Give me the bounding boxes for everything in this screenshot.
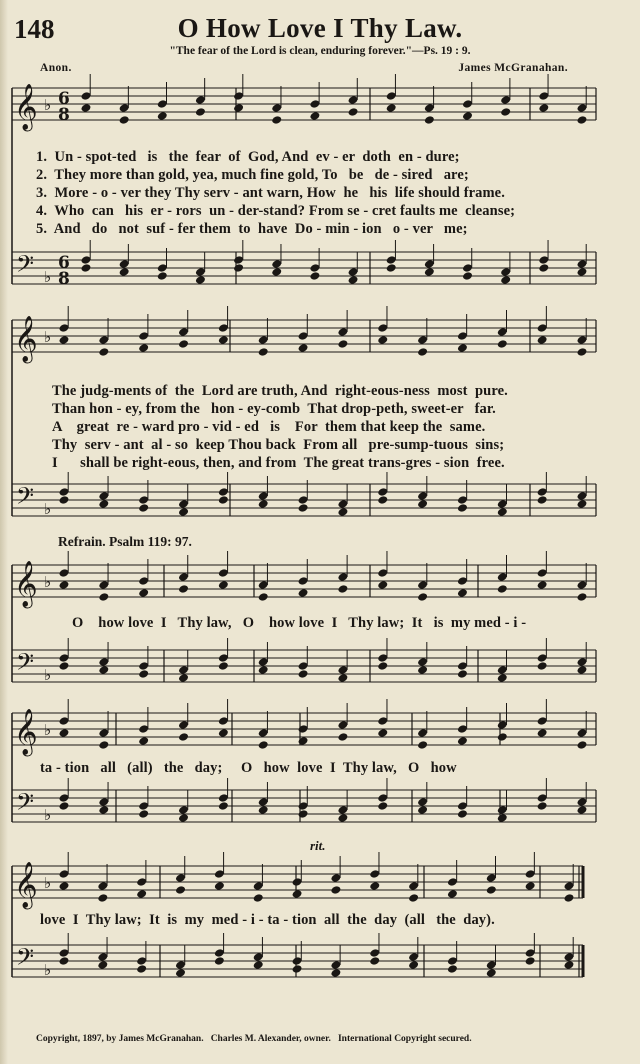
bass-notehead [500,275,511,285]
bass-notehead [537,801,548,811]
treble-notehead [457,588,468,598]
bass-notehead [337,813,348,823]
treble-notehead [138,736,149,746]
verse-1-line-1: 1. Un - spot-ted is the fear of God, And ev - er doth en - dure; [36,149,460,165]
bass-notehead [298,503,309,513]
treble-notehead [538,103,549,113]
bass-notehead [97,960,108,970]
treble-notehead [386,103,397,113]
treble-notehead [497,732,508,742]
refrain-lyric-1: O how love I Thy law, O how love I Thy law; It is my med - i - [72,615,527,631]
treble-notehead [81,103,92,113]
bass-notehead [298,809,309,819]
music-attribution: James McGranahan. [458,62,568,74]
bass-clef-icon: 𝄢 [16,250,35,283]
treble-notehead [271,115,282,125]
bass-notehead [537,661,548,671]
treble-notehead [218,580,229,590]
bass-notehead [98,499,109,509]
bass-notehead [408,960,419,970]
bass-clef-icon: 𝄢 [16,648,35,681]
bass-notehead [59,495,70,505]
treble-notehead [447,889,458,899]
flat-key-signature-icon: ♭ [44,666,52,684]
bass-notehead [525,956,536,966]
treble-notehead [337,584,348,594]
bass-notehead [195,275,206,285]
bass-notehead [59,956,70,966]
treble-notehead [417,740,428,750]
bass-notehead [218,801,229,811]
treble-notehead [408,893,419,903]
treble-notehead [98,592,109,602]
words-attribution: Anon. [40,62,72,74]
time-signature: 6 [58,253,70,273]
treble-notehead [218,728,229,738]
treble-notehead [178,339,189,349]
time-signature: 6 [58,89,70,109]
bass-notehead [258,499,269,509]
treble-notehead [59,580,70,590]
treble-notehead [330,885,341,895]
bass-notehead [218,495,229,505]
bass-notehead [218,661,229,671]
treble-notehead [577,347,588,357]
verse-4-line-2: Thy serv - ant al - so keep Thou back From all pre-sump-tuous sins; [52,437,505,453]
treble-notehead [138,588,149,598]
bass-notehead [119,267,130,277]
treble-clef-icon: 𝄞 [14,862,38,908]
bass-notehead [138,809,149,819]
bass-clef-icon: 𝄢 [16,943,35,976]
bass-notehead [157,271,168,281]
treble-notehead [98,740,109,750]
bass-notehead [377,661,388,671]
treble-notehead [417,347,428,357]
bass-notehead [178,813,189,823]
bass-notehead [386,263,397,273]
bass-notehead [233,263,244,273]
copyright-notice: Copyright, 1897, by James McGranahan. Charles M. Alexander, owner. International Copyright secured. [36,1034,472,1044]
bass-notehead [138,669,149,679]
treble-notehead [59,728,70,738]
time-signature: 8 [58,105,70,125]
bass-notehead [497,507,508,517]
treble-notehead [577,592,588,602]
treble-notehead [500,107,511,117]
bass-notehead [258,665,269,675]
bass-notehead [457,809,468,819]
bass-notehead [253,960,264,970]
treble-notehead [218,335,229,345]
treble-notehead [298,736,309,746]
treble-notehead [119,115,130,125]
treble-notehead [214,881,225,891]
treble-clef-icon: 𝄞 [14,561,38,607]
treble-notehead [258,592,269,602]
ritardando-marking: rit. [310,838,326,853]
bass-notehead [417,805,428,815]
refrain-label: Refrain. Psalm 119: 97. [58,534,192,549]
flat-key-signature-icon: ♭ [44,806,52,824]
treble-notehead [369,881,380,891]
treble-notehead [377,580,388,590]
refrain-lyric-3: love I Thy law; It is my med - i - ta - tion all the day (all the day). [40,912,495,928]
verse-2-line-1: 2. They more than gold, yea, much fine gold, To be de - sired are; [36,167,469,183]
treble-notehead [417,592,428,602]
treble-notehead [497,339,508,349]
treble-notehead [497,584,508,594]
bass-notehead [337,507,348,517]
treble-notehead [253,893,264,903]
treble-notehead [178,584,189,594]
treble-notehead [577,740,588,750]
verse-5-line-1: 5. And do not suf - fer them to have Do - min - ion o - ver me; [36,221,468,237]
epigraph: "The fear of the Lord is clean, enduring forever."—Ps. 19 : 9. [169,45,471,57]
hymn-number: 148 [14,14,55,44]
bass-notehead [577,665,588,675]
treble-notehead [298,588,309,598]
bass-notehead [577,267,588,277]
treble-notehead [258,347,269,357]
treble-notehead [97,893,108,903]
bass-notehead [564,960,575,970]
bass-notehead [369,956,380,966]
treble-notehead [337,339,348,349]
treble-notehead [564,893,575,903]
treble-notehead [424,115,435,125]
bass-notehead [424,267,435,277]
treble-notehead [377,728,388,738]
bass-notehead [214,956,225,966]
treble-notehead [486,885,497,895]
flat-key-signature-icon: ♭ [44,961,52,979]
flat-key-signature-icon: ♭ [44,874,52,892]
treble-notehead [348,107,359,117]
bass-notehead [59,801,70,811]
flat-key-signature-icon: ♭ [44,573,52,591]
treble-notehead [98,347,109,357]
treble-notehead [175,885,186,895]
bass-notehead [337,673,348,683]
treble-notehead [525,881,536,891]
bass-notehead [417,665,428,675]
treble-clef-icon: 𝄞 [14,84,38,130]
bass-notehead [178,673,189,683]
treble-notehead [59,881,70,891]
verse-5-line-2: I shall be right-eous, then, and from The great trans-gres - sion free. [52,455,505,471]
bass-notehead [457,503,468,513]
bass-notehead [98,665,109,675]
treble-notehead [258,740,269,750]
treble-notehead [457,343,468,353]
treble-notehead [537,728,548,738]
flat-key-signature-icon: ♭ [44,328,52,346]
bass-notehead [577,499,588,509]
bass-notehead [537,495,548,505]
bass-notehead [330,968,341,978]
bass-notehead [81,263,92,273]
treble-notehead [462,111,473,121]
treble-clef-icon: 𝄞 [14,316,38,362]
bass-notehead [462,271,473,281]
flat-key-signature-icon: ♭ [44,721,52,739]
bass-notehead [417,499,428,509]
treble-notehead [138,343,149,353]
time-signature: 8 [58,269,70,289]
verse-4-line-1: 4. Who can his er - rors un - der-stand? From se - cret faults me cleanse; [36,203,516,219]
bass-notehead [377,495,388,505]
refrain-lyric-2: ta - tion all (all) the day; O how love I Thy law, O how [40,760,457,776]
verse-2-line-2: Than hon - ey, from the hon - ey-comb That drop-peth, sweet-er far. [52,401,496,417]
bass-notehead [59,661,70,671]
bass-notehead [309,271,320,281]
treble-notehead [292,889,303,899]
bass-notehead [136,964,147,974]
treble-notehead [59,335,70,345]
bass-clef-icon: 𝄢 [16,788,35,821]
flat-key-signature-icon: ♭ [44,500,52,518]
bass-notehead [178,507,189,517]
flat-key-signature-icon: ♭ [44,268,52,286]
bass-notehead [486,968,497,978]
bass-notehead [298,669,309,679]
treble-notehead [195,107,206,117]
bass-clef-icon: 𝄢 [16,482,35,515]
hymn-title: O How Love I Thy Law. [177,13,463,43]
bass-notehead [377,801,388,811]
treble-notehead [537,580,548,590]
bass-notehead [538,263,549,273]
treble-notehead [537,335,548,345]
bass-notehead [258,805,269,815]
treble-notehead [178,732,189,742]
bass-notehead [497,673,508,683]
verse-1-line-2: The judg-ments of the Lord are truth, And right-eous-ness most pure. [52,383,508,399]
treble-clef-icon: 𝄞 [14,709,38,755]
treble-notehead [377,335,388,345]
treble-notehead [233,103,244,113]
verse-3-line-1: 3. More - o - ver they Thy serv - ant warn, How he his life should frame. [36,185,505,201]
bass-notehead [457,669,468,679]
treble-notehead [309,111,320,121]
treble-notehead [577,115,588,125]
bass-notehead [348,275,359,285]
bass-notehead [98,805,109,815]
treble-notehead [457,736,468,746]
bass-notehead [497,813,508,823]
bass-notehead [447,964,458,974]
bass-notehead [175,968,186,978]
bass-notehead [292,964,303,974]
verse-3-line-2: A great re - ward pro - vid - ed is For them that keep the same. [52,419,486,435]
treble-notehead [136,889,147,899]
treble-notehead [157,111,168,121]
treble-notehead [337,732,348,742]
bass-notehead [271,267,282,277]
flat-key-signature-icon: ♭ [44,96,52,114]
treble-notehead [298,343,309,353]
bass-notehead [138,503,149,513]
bass-notehead [577,805,588,815]
